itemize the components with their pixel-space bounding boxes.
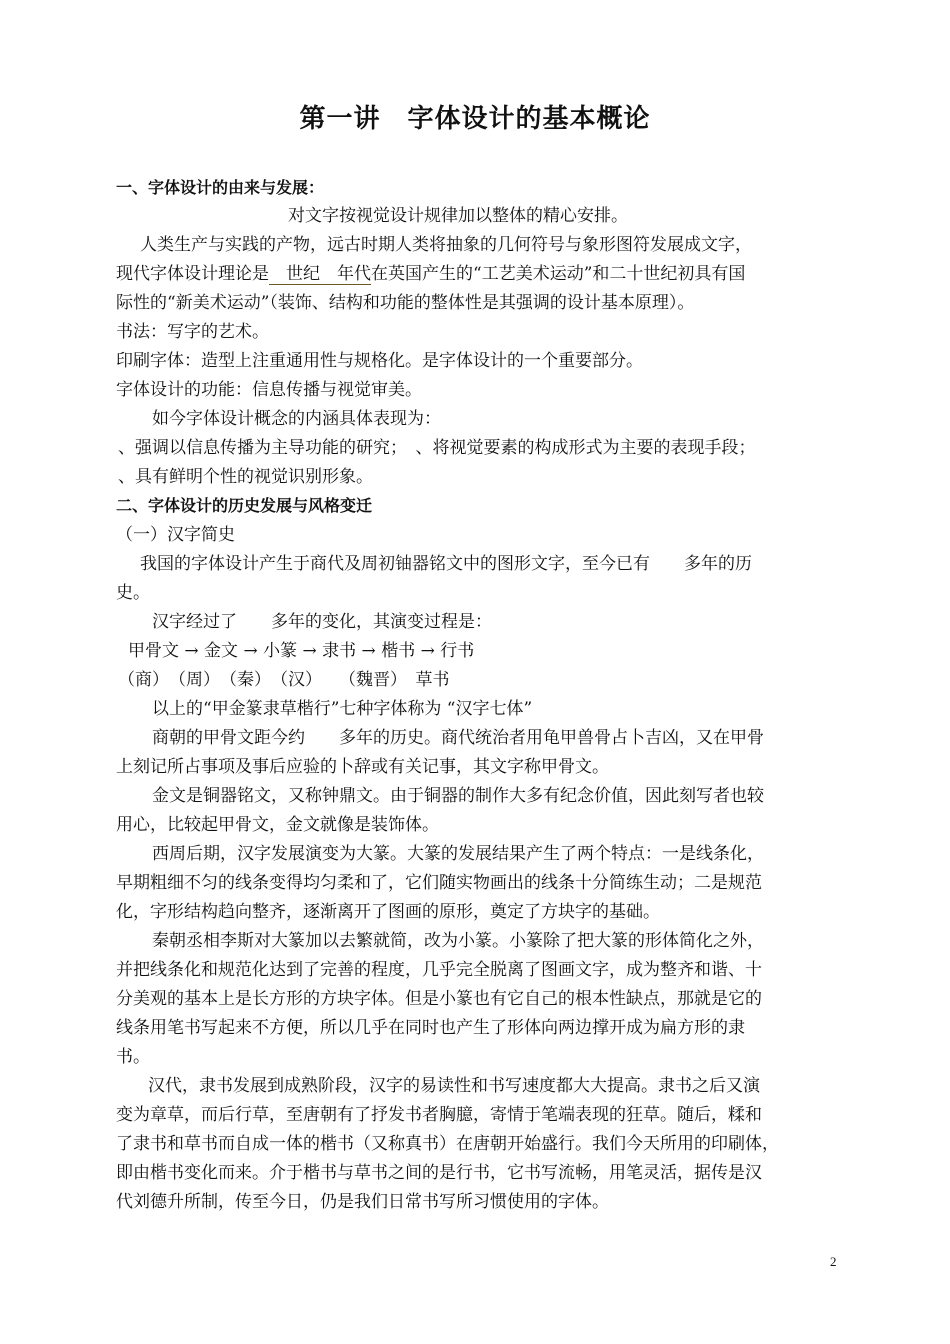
paragraph-line: 早期粗细不匀的线条变得均匀柔和了，它们随实物画出的线条十分简练生动；二是规范	[116, 873, 762, 893]
page-number: 2	[830, 1254, 837, 1269]
page-title: 第一讲 字体设计的基本概论	[299, 104, 651, 134]
paragraph-line: 汉字经过了 多年的变化，其演变过程是：	[152, 612, 492, 632]
paragraph-line	[116, 262, 745, 286]
paragraph-line: 分美观的基本上是长方形的方块字体。但是小篆也有它自己的根本性缺点，那就是它的	[116, 989, 762, 1009]
paragraph-line: 西周后期，汉字发展演变为大篆。大篆的发展结果产生了两个特点：一是线条化，	[152, 844, 764, 864]
paragraph-line: 变为章草，而后行草，至唐朝有了抒发书者胸臆，寄情于笔端表现的狂草。随后，糅和	[116, 1105, 762, 1125]
intro-line: 如今字体设计概念的内涵具体表现为：	[152, 409, 441, 429]
paragraph-line: 书。	[116, 1047, 150, 1067]
paragraph-line: 线条用笔书写起来不方便，所以几乎在同时也产生了形体向两边撑开成为扁方形的隶	[116, 1018, 745, 1038]
print-type-line: 印刷字体：造型上注重通用性与规格化。是字体设计的一个重要部分。	[116, 351, 643, 371]
text-span: 在英国产生的“工艺美术运动”和二十世纪初具有国	[371, 264, 746, 284]
definition-line: 对文字按视觉设计规律加以整体的精心安排。	[288, 206, 628, 226]
paragraph-line: 代刘德升所制，传至今日，仍是我们日常书写所习惯使用的字体。	[116, 1192, 609, 1212]
dynasty-sequence: （商） （周） （秦） （汉） （魏晋） 草书	[118, 670, 450, 690]
functions-line: 字体设计的功能：信息传播与视觉审美。	[116, 380, 422, 400]
underlined-blank: 世纪 年代	[269, 264, 371, 284]
section-2-heading: 二、字体设计的历史发展与风格变迁	[116, 496, 373, 515]
paragraph-line: 汉代，隶书发展到成熟阶段，汉字的易读性和书写速度都大大提高。隶书之后又演	[148, 1076, 760, 1096]
paragraph-line: 金文是铜器铭文，又称钟鼎文。由于铜器的制作大多有纪念价值，因此刻写者也较	[152, 786, 764, 806]
evolution-sequence: 甲骨文 → 金文 → 小篆 → 隶书 → 楷书 → 行书	[128, 641, 475, 661]
text-span: 现代字体设计理论是	[116, 264, 269, 284]
paragraph-line: 并把线条化和规范化达到了完善的程度，几乎完全脱离了图画文字，成为整齐和谐、十	[116, 960, 762, 980]
paragraph-line: 人类生产与实践的产物，远古时期人类将抽象的几何符号与象形图符发展成文字，	[140, 235, 752, 255]
paragraph-line: 上刻记所占事项及事后应验的卜辞或有关记事，其文字称甲骨文。	[116, 757, 609, 777]
bullet-line: 、具有鲜明个性的视觉识别形象。	[118, 467, 373, 487]
paragraph-line: 化，字形结构趋向整齐，逐渐离开了图画的原形，奠定了方块字的基础。	[116, 902, 660, 922]
paragraph-line: 秦朝丞相李斯对大篆加以去繁就简，改为小篆。小篆除了把大篆的形体简化之外，	[152, 931, 764, 951]
calligraphy-line: 书法：写字的艺术。	[116, 322, 269, 342]
paragraph-line: 我国的字体设计产生于商代及周初铀器铭文中的图形文字，至今已有 多年的历	[140, 554, 752, 574]
paragraph-line: 商朝的甲骨文距今约 多年的历史。商代统治者用龟甲兽骨占卜吉凶，又在甲骨	[152, 728, 764, 748]
paragraph-line: 史。	[116, 583, 150, 603]
section-1-heading: 一、字体设计的由来与发展：	[116, 178, 325, 197]
paragraph-line: 际性的“新美术运动”（装饰、结构和功能的整体性是其强调的设计基本原理）。	[116, 293, 695, 313]
paragraph-line: 以上的“甲金篆隶草楷行”七种字体称为 “汉字七体”	[152, 699, 533, 719]
paragraph-line: 了隶书和草书而自成一体的楷书（又称真书）在唐朝开始盛行。我们今天所用的印刷体，	[116, 1134, 779, 1154]
subsection-heading: （一）汉字简史	[116, 525, 235, 545]
paragraph-line: 用心，比较起甲骨文，金文就像是装饰体。	[116, 815, 439, 835]
paragraph-line: 即由楷书变化而来。介于楷书与草书之间的是行书，它书写流畅，用笔灵活，据传是汉	[116, 1163, 762, 1183]
bullet-line: 、强调以信息传播为主导功能的研究； 、将视觉要素的构成形式为主要的表现手段；	[118, 438, 756, 458]
